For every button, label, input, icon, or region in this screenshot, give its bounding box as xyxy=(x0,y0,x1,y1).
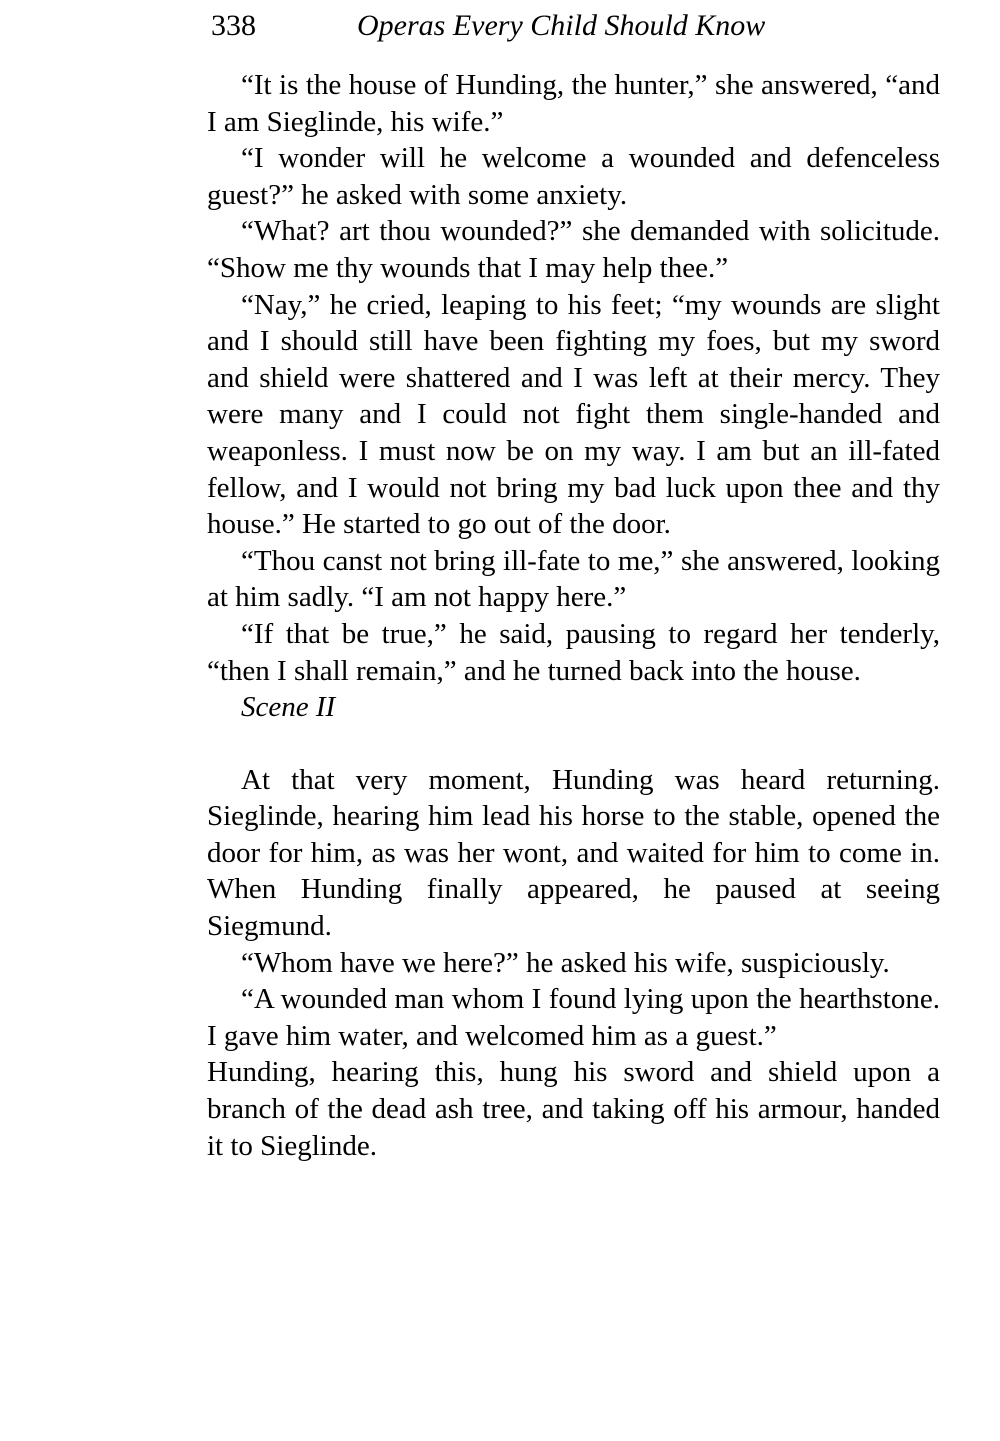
paragraph: “A wounded man whom I found lying upon the hearthstone. I gave him water, and welcomed him as a guest.” xyxy=(207,983,940,1052)
paragraph: At that very moment, Hunding was heard returning. Sieglinde, hearing him lead his horse to the stable, opened the door for him, as was her wont, and waited for him to come in. When Hunding finally appeared, he paused at seeing Siegmund. xyxy=(207,763,940,943)
paragraph: “Whom have we here?” he asked his wife, suspiciously. xyxy=(241,946,890,979)
page-number: 338 xyxy=(211,9,256,42)
paragraph: “Nay,” he cried, leaping to his feet; “my wounds are slight and I should still have been fighting my foes, but my sword and shield were shattered and I was left at their mercy. They were many and I could not fight them single-handed and weaponless. I must now be on my way. I am but an ill-fated fellow, and I would not bring my bad luck upon thee and thy house.” He started to go out of the door. xyxy=(207,288,940,541)
paragraph: “If that be true,” he said, pausing to regard her tenderly, “then I shall remain,” and he turned back into the house. xyxy=(207,617,940,687)
paragraph: “It is the house of Hunding, the hunter,” she answered, “and I am Sieglinde, his wife.” xyxy=(207,69,940,138)
paragraph: “Thou canst not bring ill-fate to me,” she answered, looking at him sadly. “I am not happy here.” xyxy=(207,544,940,614)
paragraph: Hunding, hearing this, hung his sword and shield upon a branch of the dead ash tree, and taking off his armour, handed it to Sieglinde. xyxy=(207,1056,940,1162)
scene-spacer xyxy=(207,726,940,762)
paragraph: “I wonder will he welcome a wounded and defenceless guest?” he asked with some anxiety. xyxy=(207,142,940,211)
paragraph: “What? art thou wounded?” she demanded with solicitude. “Show me thy wounds that I may help thee.” xyxy=(207,215,940,284)
page-body xyxy=(207,67,940,1164)
scene-heading: Scene II xyxy=(241,691,336,724)
running-header xyxy=(209,4,799,48)
running-title: Operas Every Child Should Know xyxy=(357,9,766,42)
